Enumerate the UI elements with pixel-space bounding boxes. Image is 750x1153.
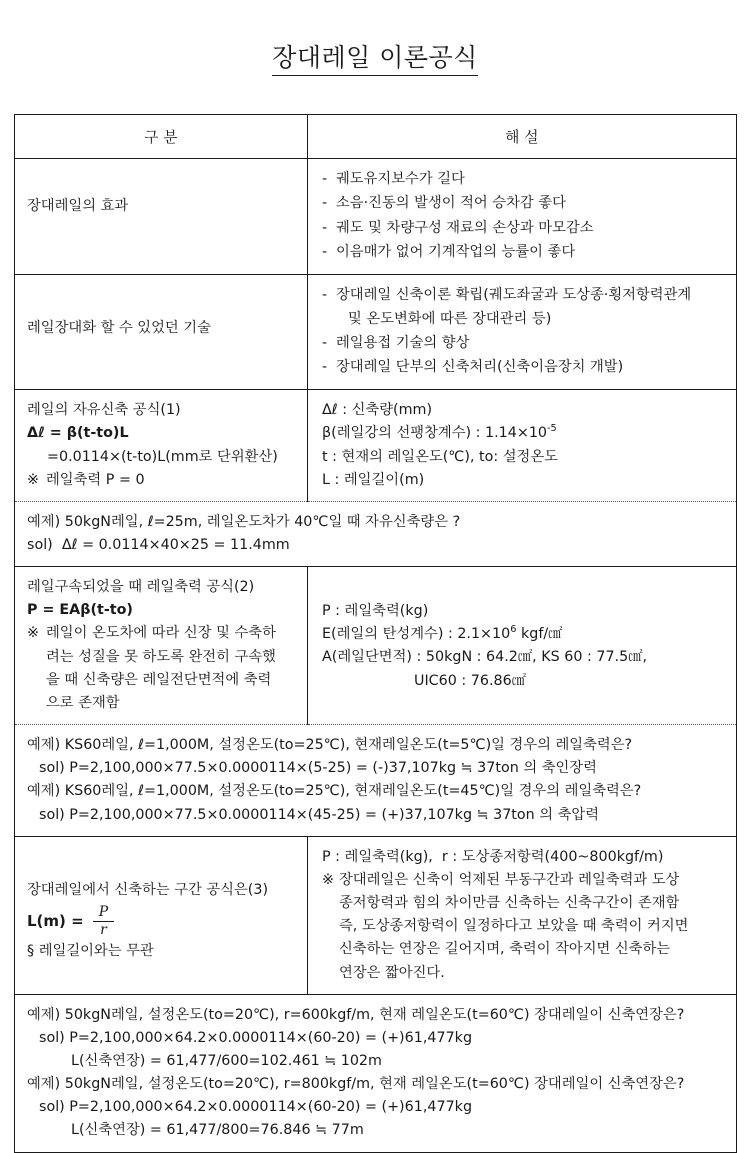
formula1-legend — [308, 390, 736, 501]
table-row-formula3 — [15, 836, 737, 994]
category-label-effect: 장대레일의 효과 — [27, 198, 129, 214]
example2-question-1: 예제) KS60레일, ℓ=1,000M, 설정온도(to=25℃), 현재레일온도(t=5℃)일 경우의 레일축력은? — [27, 737, 633, 754]
table-row-example3 — [15, 994, 737, 1152]
formula3-legend — [308, 837, 736, 994]
header-cell-category — [15, 115, 308, 159]
example3-answer-2b: L(신축연장) = 61,477/800=76.846 ≒ 77m — [71, 1122, 364, 1139]
tech-list — [322, 284, 726, 307]
list-item: - 이음매가 없어 기계작업의 능률이 좋다 — [322, 241, 726, 264]
example3-block — [15, 995, 736, 1152]
page-title-text: 장대레일 이론공식 — [272, 43, 478, 76]
explanation-effect — [308, 159, 736, 274]
table-row-formula2 — [15, 567, 737, 725]
header-cell-explanation — [308, 115, 737, 159]
cell-formula1 — [15, 390, 308, 502]
header-label-category: 구 분 — [144, 129, 178, 146]
legend-temperature: t : 현재의 레일온도(℃), to: 설정온도 — [322, 448, 558, 465]
category-label-tech: 레일장대화 할 수 있었던 기술 — [27, 320, 211, 337]
cell-explanation-tech — [308, 275, 737, 390]
formula3-note-line3: 즉, 도상종저항력이 일정하다고 보았을 때 축력이 커지면 — [339, 918, 689, 935]
list-item: - 장대레일 신축이론 확립(궤도좌굴과 도상종·횡저항력관계 — [322, 284, 726, 307]
formula3-note-line5: 연장은 짧아진다. — [339, 964, 445, 981]
formula1-equation-line2: =0.0114×(t-to)L(mm로 단위환산) — [47, 448, 278, 465]
formula1-title: 레일의 자유신축 공식(1) — [27, 402, 181, 419]
example1-answer: sol) Δℓ = 0.0114×40×25 = 11.4mm — [27, 537, 290, 554]
legend-delta-l: Δℓ : 신축량(mm) — [322, 402, 433, 419]
formula3-note-line2: 종저항력과 힘의 차이만큼 신축하는 신축구간이 존재함 — [339, 895, 680, 912]
list-item: - 궤도유지보수가 길다 — [322, 168, 726, 191]
cell-formula2-legend — [308, 567, 737, 725]
formula2-equation: P = EAβ(t-to) — [27, 602, 133, 619]
formula2-note — [27, 622, 297, 715]
legend-force-resistance: P : 레일축력(kg), r : 도상종저항력(400~800kgf/m) — [322, 848, 664, 865]
example2-block — [15, 725, 736, 836]
legend-elastic-modulus: E(레일의 탄성계수) : $2.1\times 10^6$ kgf/㎠ — [322, 624, 563, 643]
example2-question-2: 예제) KS60레일, ℓ=1,000M, 설정온도(to=25℃), 현재레일온도(t=45℃)일 경우의 레일축력은? — [27, 783, 642, 800]
legend-beta: β(레일강의 선팽창계수) : $1.14\times 10^{-5}$ — [322, 423, 557, 442]
formula1-block — [15, 390, 307, 501]
formula3-title: 장대레일에서 신축하는 구간 공식은(3) — [27, 881, 269, 898]
formula3-fraction — [93, 905, 114, 938]
formula3-lhs: L(m) = — [27, 912, 84, 931]
legend-elastic-exponent: 6 — [510, 624, 517, 636]
formula1-equation: Δℓ = β(t-to)L — [27, 425, 129, 442]
formula3-numerator: P — [98, 903, 109, 920]
page-title — [14, 0, 736, 80]
cell-explanation-effect — [308, 159, 737, 275]
formula3-note-block — [322, 869, 726, 985]
legend-axial-force: P : 레일축력(kg) — [322, 603, 429, 620]
legend-uic60: UIC60 : 76.86㎠ — [414, 672, 526, 689]
table-row-tech — [15, 275, 737, 390]
example1-block — [15, 502, 736, 566]
rail-formula-table — [14, 114, 737, 1153]
cell-example3 — [15, 994, 737, 1152]
effect-list — [322, 168, 726, 264]
cell-formula3-legend — [308, 836, 737, 994]
list-item: - 장대레일 단부의 신축처리(신축이음장치 개발) — [322, 356, 726, 379]
formula3-note-line1: ※ 장대레일은 신축이 억제된 부동구간과 레일축력과 도상 — [339, 871, 680, 888]
formula3-block — [15, 837, 307, 973]
example3-answer-1b: L(신축연장) = 61,477/600=102.461 ≒ 102m — [71, 1052, 382, 1069]
formula2-note-line2: 려는 성질을 못 하도록 완전히 구속했 — [46, 648, 276, 665]
legend-section-area: A(레일단면적) : 50kgN : 64.2㎠, KS 60 : 77.5㎠, — [322, 649, 648, 666]
example3-question-2: 예제) 50kgN레일, 설정온도(to=20℃), r=800kgf/m, 현재 레일온도(t=60℃) 장대레일이 신축연장은? — [27, 1076, 685, 1093]
formula3-note-line4: 신축하는 연장은 길어지며, 축력이 작아지면 신축하는 — [339, 941, 671, 958]
table-row-formula1 — [15, 390, 737, 502]
formula2-note-line4: 으로 존재함 — [46, 694, 120, 711]
legend-beta-exponent: -5 — [547, 423, 557, 435]
table-row-example1 — [15, 501, 737, 566]
explanation-tech — [308, 275, 736, 389]
formula2-note-line3: 을 때 신축량은 레일전단면적에 축력 — [46, 671, 272, 688]
example3-answer-2: sol) P=2,100,000×64.2×0.0000114×(60-20) = (+)61,477kg — [39, 1099, 473, 1116]
cell-category-tech — [15, 275, 308, 390]
legend-length: L : 레일길이(m) — [322, 471, 425, 488]
list-item: - 궤도 및 차량구성 재료의 손상과 마모감소 — [322, 217, 726, 240]
example3-question-1: 예제) 50kgN레일, 설정온도(to=20℃), r=600kgf/m, 현재 레일온도(t=60℃) 장대레일이 신축연장은? — [27, 1006, 685, 1023]
cell-formula1-legend — [308, 390, 737, 502]
table-row-example2 — [15, 725, 737, 837]
cell-example2 — [15, 725, 737, 837]
formula3-note: § 레일길이와는 무관 — [27, 943, 154, 960]
formula2-block — [15, 567, 307, 724]
header-label-explanation: 해 설 — [505, 129, 539, 146]
formula3-equation — [27, 905, 297, 938]
example2-answer-2: sol) P=2,100,000×77.5×0.0000114×(45-25) = (+)37,107kg ≒ 37ton 의 축압력 — [39, 806, 600, 823]
example1-question: 예제) 50kgN레일, ℓ=25m, 레일온도차가 40℃일 때 자유신축량은 ? — [27, 513, 461, 530]
cell-formula3 — [15, 836, 308, 994]
formula2-note-line1: ※ 레일이 온도차에 따라 신장 및 수축하 — [46, 625, 276, 642]
formula2-legend — [308, 567, 736, 702]
example2-answer-1: sol) P=2,100,000×77.5×0.0000114×(5-25) = (-)37,107kg ≒ 37ton 의 축인장력 — [39, 760, 597, 777]
formula2-title: 레일구속되었을 때 레일축력 공식(2) — [27, 579, 255, 596]
cell-formula2 — [15, 567, 308, 725]
cell-example1 — [15, 501, 737, 566]
table-row-effect — [15, 159, 737, 275]
cell-category-effect — [15, 159, 308, 275]
list-item: - 소음·진동의 발생이 적어 승차감 좋다 — [322, 192, 726, 215]
tech-item-0-cont: 및 온도변화에 따른 장대관리 등) — [348, 311, 552, 328]
list-item: - 레일용접 기술의 향상 — [322, 332, 726, 355]
table-header-row — [15, 115, 737, 159]
tech-list-2 — [322, 332, 726, 380]
example3-answer-1: sol) P=2,100,000×64.2×0.0000114×(60-20) = (+)61,477kg — [39, 1029, 473, 1046]
formula1-note: ※ 레일축력 P = 0 — [27, 469, 297, 492]
formula3-denominator: r — [93, 921, 114, 938]
